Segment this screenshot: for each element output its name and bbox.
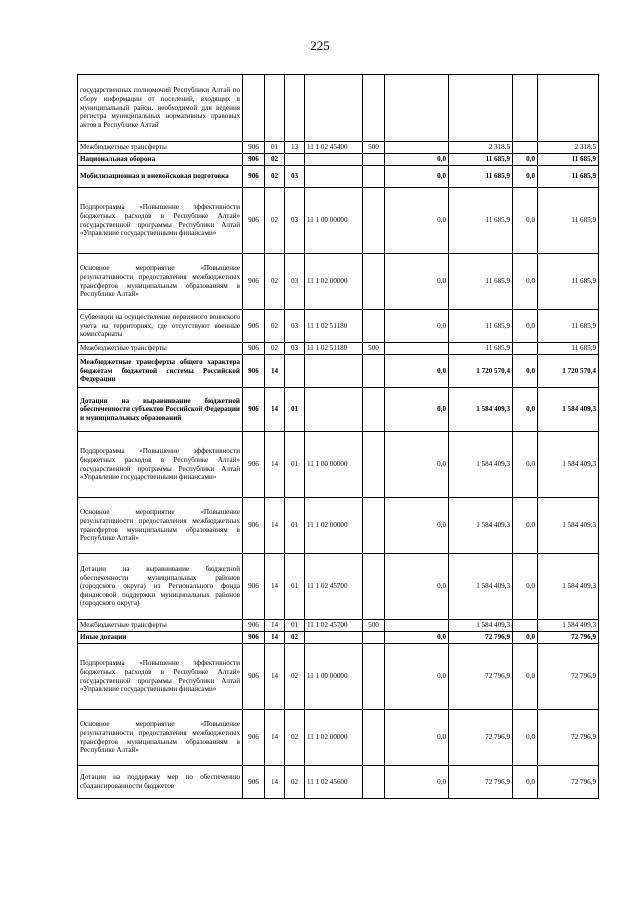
cell-amount-total: 11 685,9 (538, 254, 599, 310)
cell-amount-total: 11 685,9 (538, 310, 599, 343)
cell-section: 14 (265, 432, 285, 498)
table-row (78, 166, 599, 188)
cell-amount-total: 1 584 409,3 (538, 620, 599, 632)
table-row (78, 343, 599, 355)
cell-target-article: 11 1 02 45600 (305, 766, 363, 799)
cell-subsection: 03 (285, 166, 305, 188)
cell-amount-2: 1 584 409,3 (449, 554, 513, 620)
cell-amount-2: 1 584 409,3 (449, 432, 513, 498)
cell-expense-type (363, 166, 385, 188)
cell-section: 14 (265, 632, 285, 644)
table-row (78, 154, 599, 166)
cell-name: Субвенции на осуществление первичного воинского учета на территориях, где отсутствуют военные комиссариаты (78, 310, 243, 343)
cell-subsection: 03 (285, 254, 305, 310)
cell-amount-total: 1 584 409,3 (538, 498, 599, 554)
cell-amount-1: 0,0 (385, 766, 449, 799)
cell-amount-1: 0,0 (385, 632, 449, 644)
table-row (78, 432, 599, 498)
cell-amount-3 (513, 142, 538, 154)
cell-amount-2: 2 318,5 (449, 142, 513, 154)
cell-amount-1: 0,0 (385, 644, 449, 710)
table-row (78, 632, 599, 644)
cell-subsection: 03 (285, 188, 305, 254)
cell-subsection: 01 (285, 432, 305, 498)
cell-amount-3: 0,0 (513, 632, 538, 644)
cell-amount-2: 11 685,9 (449, 188, 513, 254)
cell-amount-2: 1 584 409,3 (449, 620, 513, 632)
cell-amount-total: 72 796,9 (538, 766, 599, 799)
table-row (78, 188, 599, 254)
cell-amount-2: 72 796,9 (449, 766, 513, 799)
cell-amount-1: 0,0 (385, 254, 449, 310)
cell-amount-total: 1 584 409,3 (538, 432, 599, 498)
cell-amount-1: 0,0 (385, 388, 449, 432)
cell-expense-type (363, 188, 385, 254)
cell-section (265, 75, 285, 142)
table-body (78, 75, 599, 799)
cell-subsection: 02 (285, 766, 305, 799)
cell-grbs: 906 (243, 142, 265, 154)
cell-amount-2 (449, 75, 513, 142)
cell-amount-1: 0,0 (385, 554, 449, 620)
cell-section: 14 (265, 766, 285, 799)
cell-target-article (305, 75, 363, 142)
cell-section: 14 (265, 710, 285, 766)
cell-expense-type: 500 (363, 620, 385, 632)
cell-amount-3: 0,0 (513, 166, 538, 188)
cell-grbs: 906 (243, 710, 265, 766)
table-row (78, 620, 599, 632)
cell-amount-1: 0,0 (385, 355, 449, 388)
cell-grbs: 906 (243, 388, 265, 432)
cell-name: Мобилизационная и вневойсковая подготовка (78, 166, 243, 188)
cell-amount-total: 72 796,9 (538, 632, 599, 644)
cell-amount-3: 0,0 (513, 310, 538, 343)
cell-subsection: 02 (285, 644, 305, 710)
cell-grbs: 906 (243, 766, 265, 799)
page-number: 225 (310, 38, 330, 53)
cell-amount-1: 0,0 (385, 154, 449, 166)
cell-target-article: 11 1 02 51180 (305, 310, 363, 343)
cell-amount-2: 11 685,9 (449, 254, 513, 310)
cell-subsection: 13 (285, 142, 305, 154)
cell-grbs: 906 (243, 166, 265, 188)
cell-amount-total (538, 75, 599, 142)
cell-target-article: 11 1 00 00000 (305, 644, 363, 710)
cell-grbs (243, 75, 265, 142)
cell-section: 14 (265, 620, 285, 632)
cell-target-article: 11 1 02 45700 (305, 620, 363, 632)
cell-amount-3 (513, 620, 538, 632)
cell-amount-total: 2 318,5 (538, 142, 599, 154)
cell-target-article (305, 388, 363, 432)
cell-grbs: 906 (243, 355, 265, 388)
cell-amount-2: 72 796,9 (449, 710, 513, 766)
cell-amount-1: 0,0 (385, 188, 449, 254)
cell-expense-type (363, 75, 385, 142)
cell-amount-total: 11 685,9 (538, 343, 599, 355)
cell-expense-type (363, 632, 385, 644)
cell-amount-1: 0,0 (385, 166, 449, 188)
cell-name: Основное мероприятие «Повышение результативности предоставления межбюджетных трансфертов муниципальным образованиям в Республике Алтай» (78, 710, 243, 766)
cell-amount-2: 1 584 409,3 (449, 388, 513, 432)
cell-amount-total: 11 685,9 (538, 188, 599, 254)
cell-amount-3: 0,0 (513, 644, 538, 710)
cell-expense-type (363, 254, 385, 310)
table-row (78, 766, 599, 799)
cell-subsection: 01 (285, 620, 305, 632)
cell-name: Дотации на выравнивание бюджетной обеспеченности муниципальных районов (городского округа) из Регионального фонда финансовой поддержки муниципальных районов (городского округа) (78, 554, 243, 620)
cell-amount-1: 0,0 (385, 498, 449, 554)
cell-subsection: 02 (285, 710, 305, 766)
cell-amount-total: 72 796,9 (538, 710, 599, 766)
cell-amount-2: 1 720 570,4 (449, 355, 513, 388)
cell-grbs: 906 (243, 188, 265, 254)
cell-amount-total: 11 685,9 (538, 166, 599, 188)
cell-amount-3: 0,0 (513, 154, 538, 166)
cell-subsection: 03 (285, 343, 305, 355)
cell-amount-1 (385, 343, 449, 355)
cell-amount-2: 11 685,9 (449, 343, 513, 355)
cell-amount-1: 0,0 (385, 710, 449, 766)
table-row (78, 75, 599, 142)
cell-expense-type (363, 766, 385, 799)
cell-amount-3 (513, 75, 538, 142)
cell-target-article (305, 632, 363, 644)
cell-section: 01 (265, 142, 285, 154)
cell-amount-2: 72 796,9 (449, 632, 513, 644)
cell-amount-3: 0,0 (513, 188, 538, 254)
cell-grbs: 906 (243, 620, 265, 632)
table-row (78, 142, 599, 154)
cell-amount-2: 72 796,9 (449, 644, 513, 710)
cell-expense-type (363, 554, 385, 620)
cell-amount-1: 0,0 (385, 432, 449, 498)
cell-target-article: 11 1 02 45400 (305, 142, 363, 154)
cell-section: 02 (265, 154, 285, 166)
cell-name: Национальная оборона (78, 154, 243, 166)
cell-expense-type: 500 (363, 142, 385, 154)
cell-grbs: 906 (243, 343, 265, 355)
cell-subsection: 03 (285, 310, 305, 343)
cell-section: 14 (265, 498, 285, 554)
cell-name: Межбюджетные трансферты (78, 142, 243, 154)
cell-expense-type (363, 498, 385, 554)
cell-amount-total: 11 685,9 (538, 154, 599, 166)
cell-target-article (305, 154, 363, 166)
cell-section: 14 (265, 554, 285, 620)
cell-section: 14 (265, 644, 285, 710)
cell-amount-3: 0,0 (513, 498, 538, 554)
cell-target-article: 11 1 02 00000 (305, 710, 363, 766)
cell-section: 14 (265, 388, 285, 432)
cell-amount-1 (385, 142, 449, 154)
cell-grbs: 906 (243, 632, 265, 644)
cell-amount-3: 0,0 (513, 766, 538, 799)
cell-target-article: 11 1 00 00000 (305, 188, 363, 254)
table-row (78, 498, 599, 554)
cell-amount-1 (385, 75, 449, 142)
cell-name: Основное мероприятие «Повышение результативности предоставления межбюджетных трансфертов муниципальным образованиям в Республике Алтай» (78, 498, 243, 554)
cell-target-article: 11 1 02 51180 (305, 343, 363, 355)
cell-subsection: 01 (285, 554, 305, 620)
cell-amount-1: 0,0 (385, 310, 449, 343)
cell-name: Подпрограмма «Повышение эффективности бюджетных расходов в Республике Алтай» государственной программы Республики Алтай «Управление государственными финансами» (78, 188, 243, 254)
cell-amount-total: 1 584 409,3 (538, 554, 599, 620)
cell-grbs: 906 (243, 644, 265, 710)
cell-amount-total: 1 584 409,3 (538, 388, 599, 432)
cell-amount-total: 72 796,9 (538, 644, 599, 710)
table-row (78, 554, 599, 620)
cell-target-article (305, 166, 363, 188)
cell-amount-1 (385, 620, 449, 632)
cell-section: 02 (265, 310, 285, 343)
cell-name: Межбюджетные трансферты (78, 343, 243, 355)
budget-table (77, 74, 599, 799)
cell-section: 02 (265, 254, 285, 310)
cell-amount-2: 11 685,9 (449, 154, 513, 166)
cell-subsection (285, 154, 305, 166)
cell-section: 02 (265, 188, 285, 254)
cell-subsection (285, 75, 305, 142)
cell-expense-type (363, 710, 385, 766)
cell-expense-type: 500 (363, 343, 385, 355)
cell-name: Иные дотации (78, 632, 243, 644)
cell-expense-type (363, 388, 385, 432)
cell-grbs: 906 (243, 432, 265, 498)
cell-expense-type (363, 310, 385, 343)
cell-name: Подпрограмма «Повышение эффективности бюджетных расходов в Республике Алтай» государственной программы Республики Алтай «Управление государственными финансами» (78, 644, 243, 710)
cell-target-article: 11 1 02 00000 (305, 254, 363, 310)
cell-amount-3: 0,0 (513, 710, 538, 766)
cell-grbs: 906 (243, 498, 265, 554)
table-row (78, 644, 599, 710)
cell-section: 02 (265, 166, 285, 188)
table-row (78, 710, 599, 766)
cell-section: 02 (265, 343, 285, 355)
cell-amount-3: 0,0 (513, 355, 538, 388)
cell-amount-3 (513, 343, 538, 355)
cell-target-article: 11 1 02 45700 (305, 554, 363, 620)
cell-expense-type (363, 355, 385, 388)
cell-name: Межбюджетные трансферты общего характера бюджетам бюджетной системы Российской Федерации (78, 355, 243, 388)
cell-name: Подпрограмма «Повышение эффективности бюджетных расходов в Республике Алтай» государственной программы Республики Алтай «Управление государственными финансами» (78, 432, 243, 498)
cell-subsection: 02 (285, 632, 305, 644)
cell-target-article: 11 1 02 00000 (305, 498, 363, 554)
cell-amount-2: 11 685,9 (449, 166, 513, 188)
cell-target-article: 11 1 00 00000 (305, 432, 363, 498)
cell-name: Основное мероприятие «Повышение результативности предоставления межбюджетных трансфертов муниципальным образованиям в Республике Алтай» (78, 254, 243, 310)
cell-name: Дотации на выравнивание бюджетной обеспеченности субъектов Российской Федерации и муниципальных образований (78, 388, 243, 432)
cell-amount-2: 1 584 409,3 (449, 498, 513, 554)
table-row (78, 355, 599, 388)
cell-amount-2: 11 685,9 (449, 310, 513, 343)
cell-subsection: 01 (285, 498, 305, 554)
cell-expense-type (363, 154, 385, 166)
cell-grbs: 906 (243, 554, 265, 620)
table-row (78, 310, 599, 343)
cell-subsection: 01 (285, 388, 305, 432)
table-row (78, 254, 599, 310)
table-row (78, 388, 599, 432)
cell-target-article (305, 355, 363, 388)
cell-name: Дотации на поддержку мер по обеспечению сбалансированности бюджетов (78, 766, 243, 799)
cell-name: Межбюджетные трансферты (78, 620, 243, 632)
cell-name: государственных полномочий Республики Алтай по сбору информации от поселений, входящих в муниципальный район, необходимой для ведения регистра муниципальных нормативных правовых актов в Республике Алтай (78, 75, 243, 142)
cell-grbs: 906 (243, 154, 265, 166)
cell-expense-type (363, 644, 385, 710)
cell-subsection (285, 355, 305, 388)
cell-amount-3: 0,0 (513, 254, 538, 310)
cell-expense-type (363, 432, 385, 498)
cell-amount-3: 0,0 (513, 388, 538, 432)
cell-section: 14 (265, 355, 285, 388)
cell-amount-3: 0,0 (513, 432, 538, 498)
cell-amount-3: 0,0 (513, 554, 538, 620)
cell-amount-total: 1 720 570,4 (538, 355, 599, 388)
cell-grbs: 906 (243, 310, 265, 343)
cell-grbs: 906 (243, 254, 265, 310)
